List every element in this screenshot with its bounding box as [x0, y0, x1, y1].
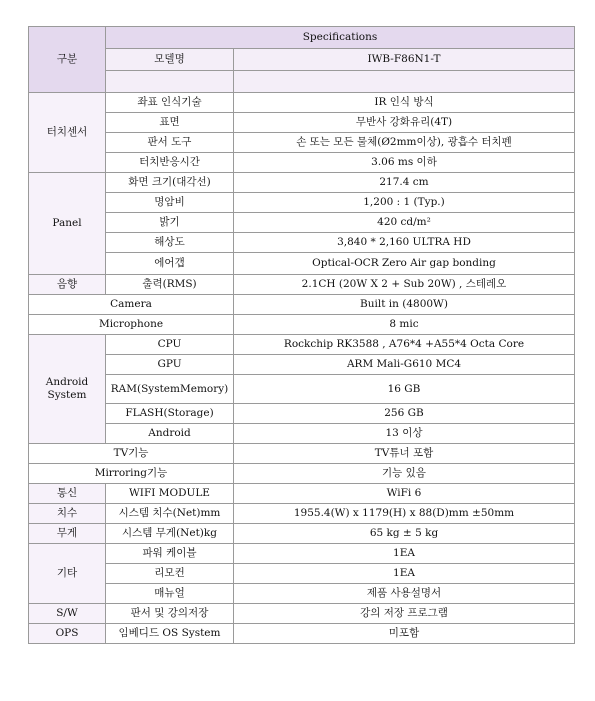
camera-value: Built in (4800W): [234, 295, 575, 315]
size-value: 1955.4(W) x 1179(H) x 88(D)mm ±50mm: [234, 504, 575, 524]
android-label: Android: [106, 424, 234, 444]
header-spacer: [234, 71, 575, 93]
comm-category: 통신: [29, 484, 106, 504]
panel-label: 명암비: [106, 193, 234, 213]
etc-label: 파워 케이블: [106, 544, 234, 564]
panel-value: 1,200 : 1 (Typ.): [234, 193, 575, 213]
weight-value: 65 kg ± 5 kg: [234, 524, 575, 544]
android-system-category: Android System: [29, 335, 106, 444]
comm-value: WiFi 6: [234, 484, 575, 504]
panel-category: Panel: [29, 173, 106, 275]
android-value: 16 GB: [234, 375, 575, 404]
specifications-table: [28, 26, 575, 644]
sound-category: 음향: [29, 275, 106, 295]
touch-sensor-label: 표면: [106, 113, 234, 133]
specifications-header: Specifications: [106, 27, 575, 49]
microphone-label: Microphone: [29, 315, 234, 335]
touch-sensor-label: 터치반응시간: [106, 153, 234, 173]
android-value: 13 이상: [234, 424, 575, 444]
android-value: ARM Mali-G610 MC4: [234, 355, 575, 375]
sw-value: 강의 저장 프로그램: [234, 604, 575, 624]
touch-sensor-value: 손 또는 모든 물체(Ø2mm이상), 광흡수 터치펜: [234, 133, 575, 153]
panel-label: 해상도: [106, 233, 234, 253]
etc-label: 리모컨: [106, 564, 234, 584]
size-category: 치수: [29, 504, 106, 524]
sound-value: 2.1CH (20W X 2 + Sub 20W) , 스테레오: [234, 275, 575, 295]
panel-label: 화면 크기(대각선): [106, 173, 234, 193]
microphone-value: 8 mic: [234, 315, 575, 335]
touch-sensor-label: 판서 도구: [106, 133, 234, 153]
panel-value: 420 cd/m²: [234, 213, 575, 233]
tv-label: TV기능: [29, 444, 234, 464]
panel-label: 에어갭: [106, 253, 234, 275]
tv-value: TV튜너 포함: [234, 444, 575, 464]
model-label: 모델명: [106, 49, 234, 71]
mirroring-value: 기능 있음: [234, 464, 575, 484]
etc-value: 1EA: [234, 544, 575, 564]
panel-value: 217.4 cm: [234, 173, 575, 193]
touch-sensor-category: 터치센서: [29, 93, 106, 173]
model-value: IWB-F86N1-T: [234, 49, 575, 71]
android-value: 256 GB: [234, 404, 575, 424]
touch-sensor-value: IR 인식 방식: [234, 93, 575, 113]
sw-label: 판서 및 강의저장: [106, 604, 234, 624]
touch-sensor-value: 무반사 강화유리(4T): [234, 113, 575, 133]
ops-category: OPS: [29, 624, 106, 644]
etc-category: 기타: [29, 544, 106, 604]
android-label: RAM(SystemMemory): [106, 375, 234, 404]
mirroring-label: Mirroring기능: [29, 464, 234, 484]
ops-label: 임베디드 OS System: [106, 624, 234, 644]
android-label: CPU: [106, 335, 234, 355]
category-header: 구분: [29, 27, 106, 93]
weight-category: 무게: [29, 524, 106, 544]
etc-value: 1EA: [234, 564, 575, 584]
sound-label: 출력(RMS): [106, 275, 234, 295]
etc-value: 제품 사용설명서: [234, 584, 575, 604]
android-value: Rockchip RK3588 , A76*4 +A55*4 Octa Core: [234, 335, 575, 355]
camera-label: Camera: [29, 295, 234, 315]
weight-label: 시스템 무게(Net)kg: [106, 524, 234, 544]
size-label: 시스템 치수(Net)mm: [106, 504, 234, 524]
touch-sensor-value: 3.06 ms 이하: [234, 153, 575, 173]
sw-category: S/W: [29, 604, 106, 624]
android-label: FLASH(Storage): [106, 404, 234, 424]
touch-sensor-label: 좌표 인식기술: [106, 93, 234, 113]
panel-value: Optical-OCR Zero Air gap bonding: [234, 253, 575, 275]
comm-label: WIFI MODULE: [106, 484, 234, 504]
android-label: GPU: [106, 355, 234, 375]
ops-value: 미포함: [234, 624, 575, 644]
etc-label: 매뉴얼: [106, 584, 234, 604]
header-spacer: [106, 71, 234, 93]
panel-value: 3,840 * 2,160 ULTRA HD: [234, 233, 575, 253]
panel-label: 밝기: [106, 213, 234, 233]
